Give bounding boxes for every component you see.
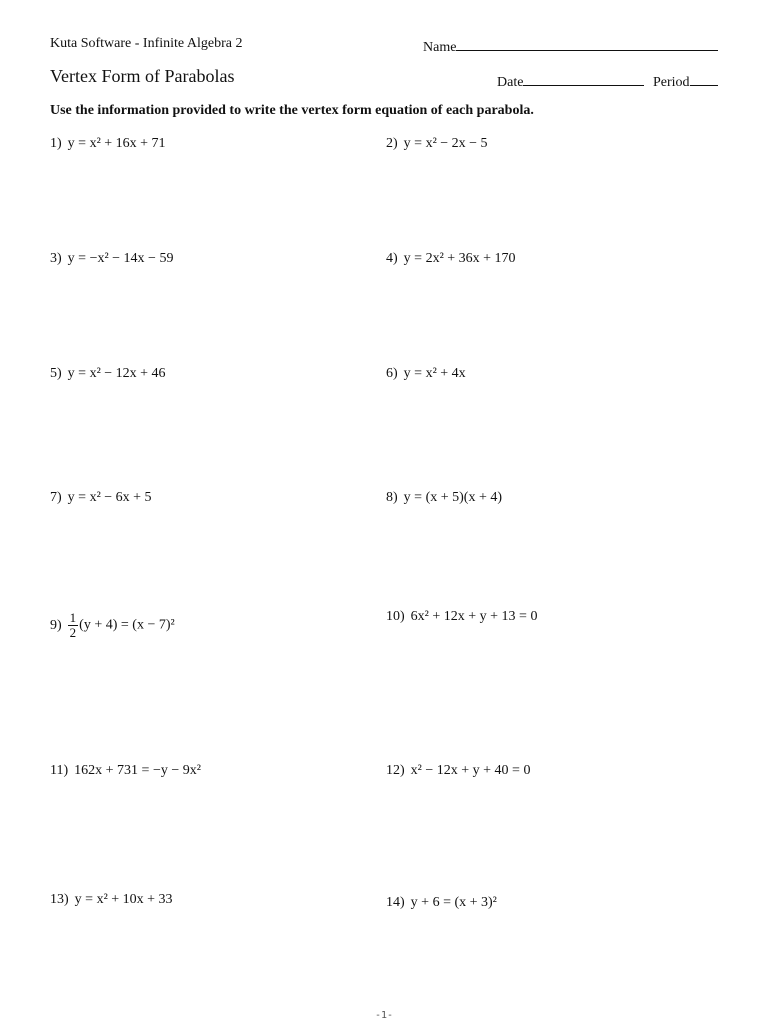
problem-number: 10) xyxy=(386,609,405,624)
problem-13 xyxy=(50,892,173,908)
problem-number: 9) xyxy=(50,617,62,633)
problem-number: 5) xyxy=(50,366,62,381)
problem-equation: y = 2x² + 36x + 170 xyxy=(403,251,516,266)
problem-equation: y + 6 = (x + 3)² xyxy=(410,895,497,910)
fraction-denominator: 2 xyxy=(69,625,77,640)
problem-equation: (y + 4) = (x − 7)² xyxy=(79,617,175,633)
problem-equation: y = x² + 10x + 33 xyxy=(74,892,173,907)
problem-number: 13) xyxy=(50,892,69,907)
problem-number: 12) xyxy=(386,763,405,778)
period-field[interactable] xyxy=(653,71,718,91)
problem-12 xyxy=(386,763,530,779)
instructions: Use the information provided to write the vertex form equation of each parabola. xyxy=(50,103,534,118)
problem-equation: 162x + 731 = −y − 9x² xyxy=(74,763,201,778)
problem-10 xyxy=(386,609,537,625)
fraction-numerator: 1 xyxy=(69,610,77,625)
problem-number: 7) xyxy=(50,490,62,505)
date-line xyxy=(523,71,644,86)
problem-number: 1) xyxy=(50,136,62,151)
problem-number: 14) xyxy=(386,895,405,910)
problem-number: 3) xyxy=(50,251,62,266)
problem-3 xyxy=(50,251,173,267)
problem-equation: y = (x + 5)(x + 4) xyxy=(403,490,503,505)
problem-number: 2) xyxy=(386,136,398,151)
problem-number: 8) xyxy=(386,490,398,505)
problem-equation: y = x² − 6x + 5 xyxy=(67,490,152,505)
problem-6 xyxy=(386,366,466,382)
problem-1 xyxy=(50,136,166,152)
worksheet-title: Vertex Form of Parabolas xyxy=(50,66,235,86)
problem-14 xyxy=(386,895,497,911)
name-label: Name xyxy=(423,40,457,55)
problem-number: 4) xyxy=(386,251,398,266)
problem-equation: y = x² + 4x xyxy=(403,366,466,381)
problem-number: 11) xyxy=(50,763,69,778)
problem-equation: 6x² + 12x + y + 13 = 0 xyxy=(410,609,538,624)
problem-9 xyxy=(50,611,175,640)
problem-8 xyxy=(386,490,502,506)
problem-equation: y = −x² − 14x − 59 xyxy=(67,251,174,266)
period-label: Period xyxy=(653,75,690,90)
problem-equation: x² − 12x + y + 40 = 0 xyxy=(410,763,531,778)
problem-7 xyxy=(50,490,152,506)
software-label: Kuta Software - Infinite Algebra 2 xyxy=(50,36,243,51)
problem-equation: y = x² − 2x − 5 xyxy=(403,136,488,151)
name-field[interactable] xyxy=(423,36,718,56)
problem-equation: y = x² + 16x + 71 xyxy=(67,136,166,151)
period-line xyxy=(690,71,718,86)
page-number: -1- xyxy=(374,1010,394,1021)
name-line xyxy=(456,36,718,51)
problem-equation: y = x² − 12x + 46 xyxy=(67,366,166,381)
problem-2 xyxy=(386,136,488,152)
problem-11 xyxy=(50,763,201,779)
problem-5 xyxy=(50,366,166,382)
fraction xyxy=(68,611,79,640)
date-field[interactable] xyxy=(497,71,644,91)
date-label: Date xyxy=(497,75,524,90)
problem-number: 6) xyxy=(386,366,398,381)
problem-4 xyxy=(386,251,516,267)
